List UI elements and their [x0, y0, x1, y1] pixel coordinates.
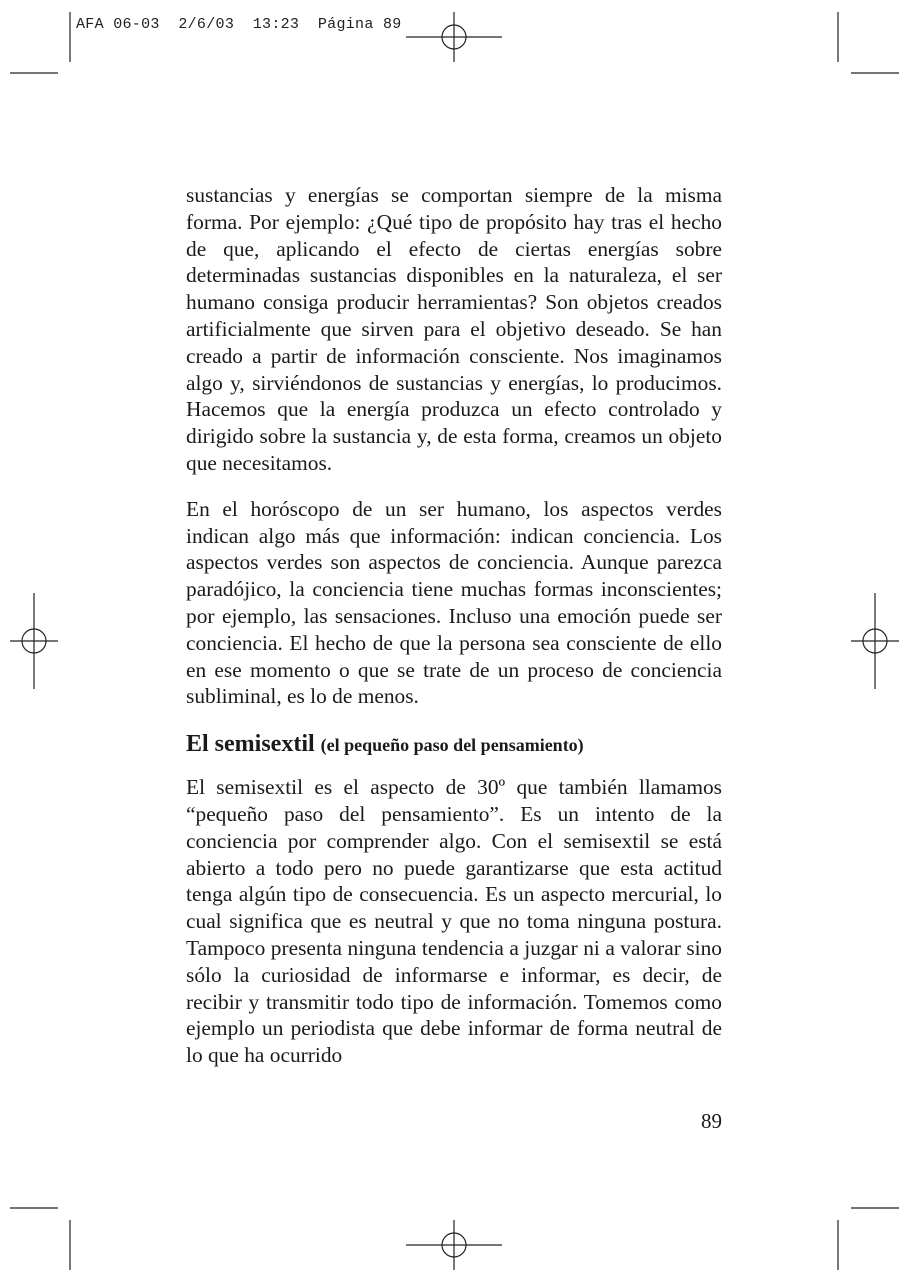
- registration-mark-top: [406, 12, 502, 62]
- paragraph: sustancias y energías se comportan siempre de la misma forma. Por ejemplo: ¿Qué tipo de propósito hay tras el hecho de que, aplicando el efecto de ciertas energías sobre determinadas sustancias disponibles en la naturaleza, el ser humano consiga producir herramientas? Son objetos creados artificialmente que sirven para el objetivo deseado. Se han creado a partir de información consciente. Nos imaginamos algo y, sirviéndonos de sustancias y energías, lo producimos. Hacemos que la energía produzca un efecto controlado y dirigido sobre la sustancia y, de esta forma, creamos un objeto que necesitamos.: [186, 183, 722, 475]
- page-number: 89: [701, 1109, 722, 1133]
- registration-mark-bottom: [406, 1220, 502, 1270]
- registration-mark-left: [10, 593, 58, 689]
- print-slug-header: AFA 06-03 2/6/03 13:23 Página 89: [76, 16, 402, 33]
- body-text: [186, 182, 722, 1088]
- paragraph: En el horóscopo de un ser humano, los aspectos verdes indican algo más que información: indican conciencia. Los aspectos verdes son aspectos de conciencia. Aunque parezca paradójico, la conciencia tiene muchas formas inconscientes; por ejemplo, las sensaciones. Incluso una emoción puede ser conciencia. El hecho de que la persona sea consciente de ello en ese momento o que se trate de un proceso de conciencia subliminal, es lo de menos.: [186, 496, 722, 709]
- registration-mark-right: [851, 593, 899, 689]
- paragraph: El semisextil es el aspecto de 30º que también llamamos “pequeño paso del pensamiento”. Es un intento de la conciencia por comprender algo. Con el semisextil se está abierto a todo pero no puede garantizarse que esta actitud tenga algún tipo de consecuencia. Es un aspecto mercurial, lo cual significa que es neutral y que no toma ninguna postura. Tampoco presenta ninguna tendencia a juzgar ni a valorar sino sólo la curiosidad de informarse e informar, es decir, de recibir y transmitir todo tipo de información. Tomemos como ejemplo un periodista que debe informar de forma neutral de lo que ha ocurrido: [186, 775, 722, 1068]
- section-heading-subtitle: (el pequeño paso del pensamiento): [320, 735, 584, 756]
- section-heading-title: El semisextil: [186, 731, 315, 758]
- section-heading: [186, 729, 722, 760]
